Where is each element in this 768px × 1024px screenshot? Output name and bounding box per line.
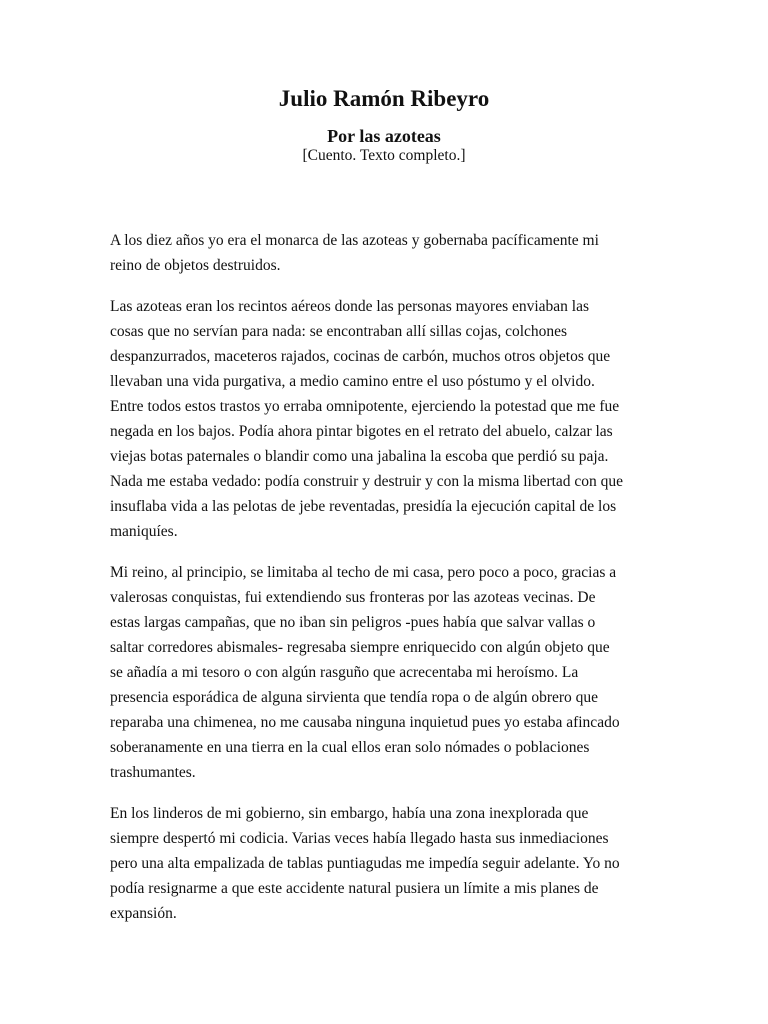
text-line: podía resignarme a que este accidente natural pusiera un límite a mis planes de [110,880,599,897]
story-title: Por las azoteas [327,126,441,146]
text-line: maniquíes. [110,523,178,540]
text-line: Mi reino, al principio, se limitaba al techo de mi casa, pero poco a poco, gracias a [110,564,617,581]
author-name: Julio Ramón Ribeyro [278,86,490,111]
text-line: En los linderos de mi gobierno, sin embargo, había una zona inexplorada que [110,805,589,822]
text-line: viejas botas paternales o blandir como una jabalina la escoba que perdió su paja. [110,448,609,465]
text-line: reparaba una chimenea, no me causaba ninguna inquietud pues yo estaba afincado [110,714,620,731]
text-line: insuflaba vida a las pelotas de jebe reventadas, presidía la ejecución capital de los [110,498,617,515]
text-line: siempre despertó mi codicia. Varias veces había llegado hasta sus inmediaciones [110,830,609,847]
text-line: Las azoteas eran los recintos aéreos donde las personas mayores enviaban las [110,298,590,315]
text-line: presencia esporádica de alguna sirvienta que tendía ropa o de algún obrero que [110,689,599,706]
text-line: trashumantes. [110,764,196,781]
text-line: A los diez años yo era el monarca de las azoteas y gobernaba pacíficamente mi [110,232,599,249]
paragraph-4 [110,801,678,926]
text-line: saltar corredores abismales- regresaba siempre enriquecido con algún objeto que [110,639,610,656]
paragraph-1 [110,228,678,278]
paragraph-2 [110,294,678,544]
text-line: cosas que no servían para nada: se encontraban allí sillas cojas, colchones [110,323,568,340]
text-line: negada en los bajos. Podía ahora pintar bigotes en el retrato del abuelo, calzar las [110,423,613,440]
text-line: llevaban una vida purgativa, a medio camino entre el uso póstumo y el olvido. [110,373,595,390]
text-line: reino de objetos destruidos. [110,257,281,274]
text-line: expansión. [110,905,177,922]
text-line: se añadía a mi tesoro o con algún rasguño que acrecentaba mi heroísmo. La [110,664,579,681]
text-line: Nada me estaba vedado: podía construir y destruir y con la misma libertad con que [110,473,624,490]
text-line: despanzurrados, maceteros rajados, cocinas de carbón, muchos otros objetos que [110,348,611,365]
text-line: soberanamente en una tierra en la cual ellos eran solo nómades o poblaciones [110,739,590,756]
text-line: pero una alta empalizada de tablas puntiagudas me impedía seguir adelante. Yo no [110,855,620,872]
paragraph-3 [110,560,678,785]
text-line: estas largas campañas, que no iban sin peligros -pues había que salvar vallas o [110,614,596,631]
story-body [110,228,678,942]
story-subtitle: [Cuento. Texto completo.] [302,147,466,164]
text-line: valerosas conquistas, fui extendiendo sus fronteras por las azoteas vecinas. De [110,589,596,606]
text-line: Entre todos estos trastos yo erraba omnipotente, ejerciendo la potestad que me fue [110,398,620,415]
